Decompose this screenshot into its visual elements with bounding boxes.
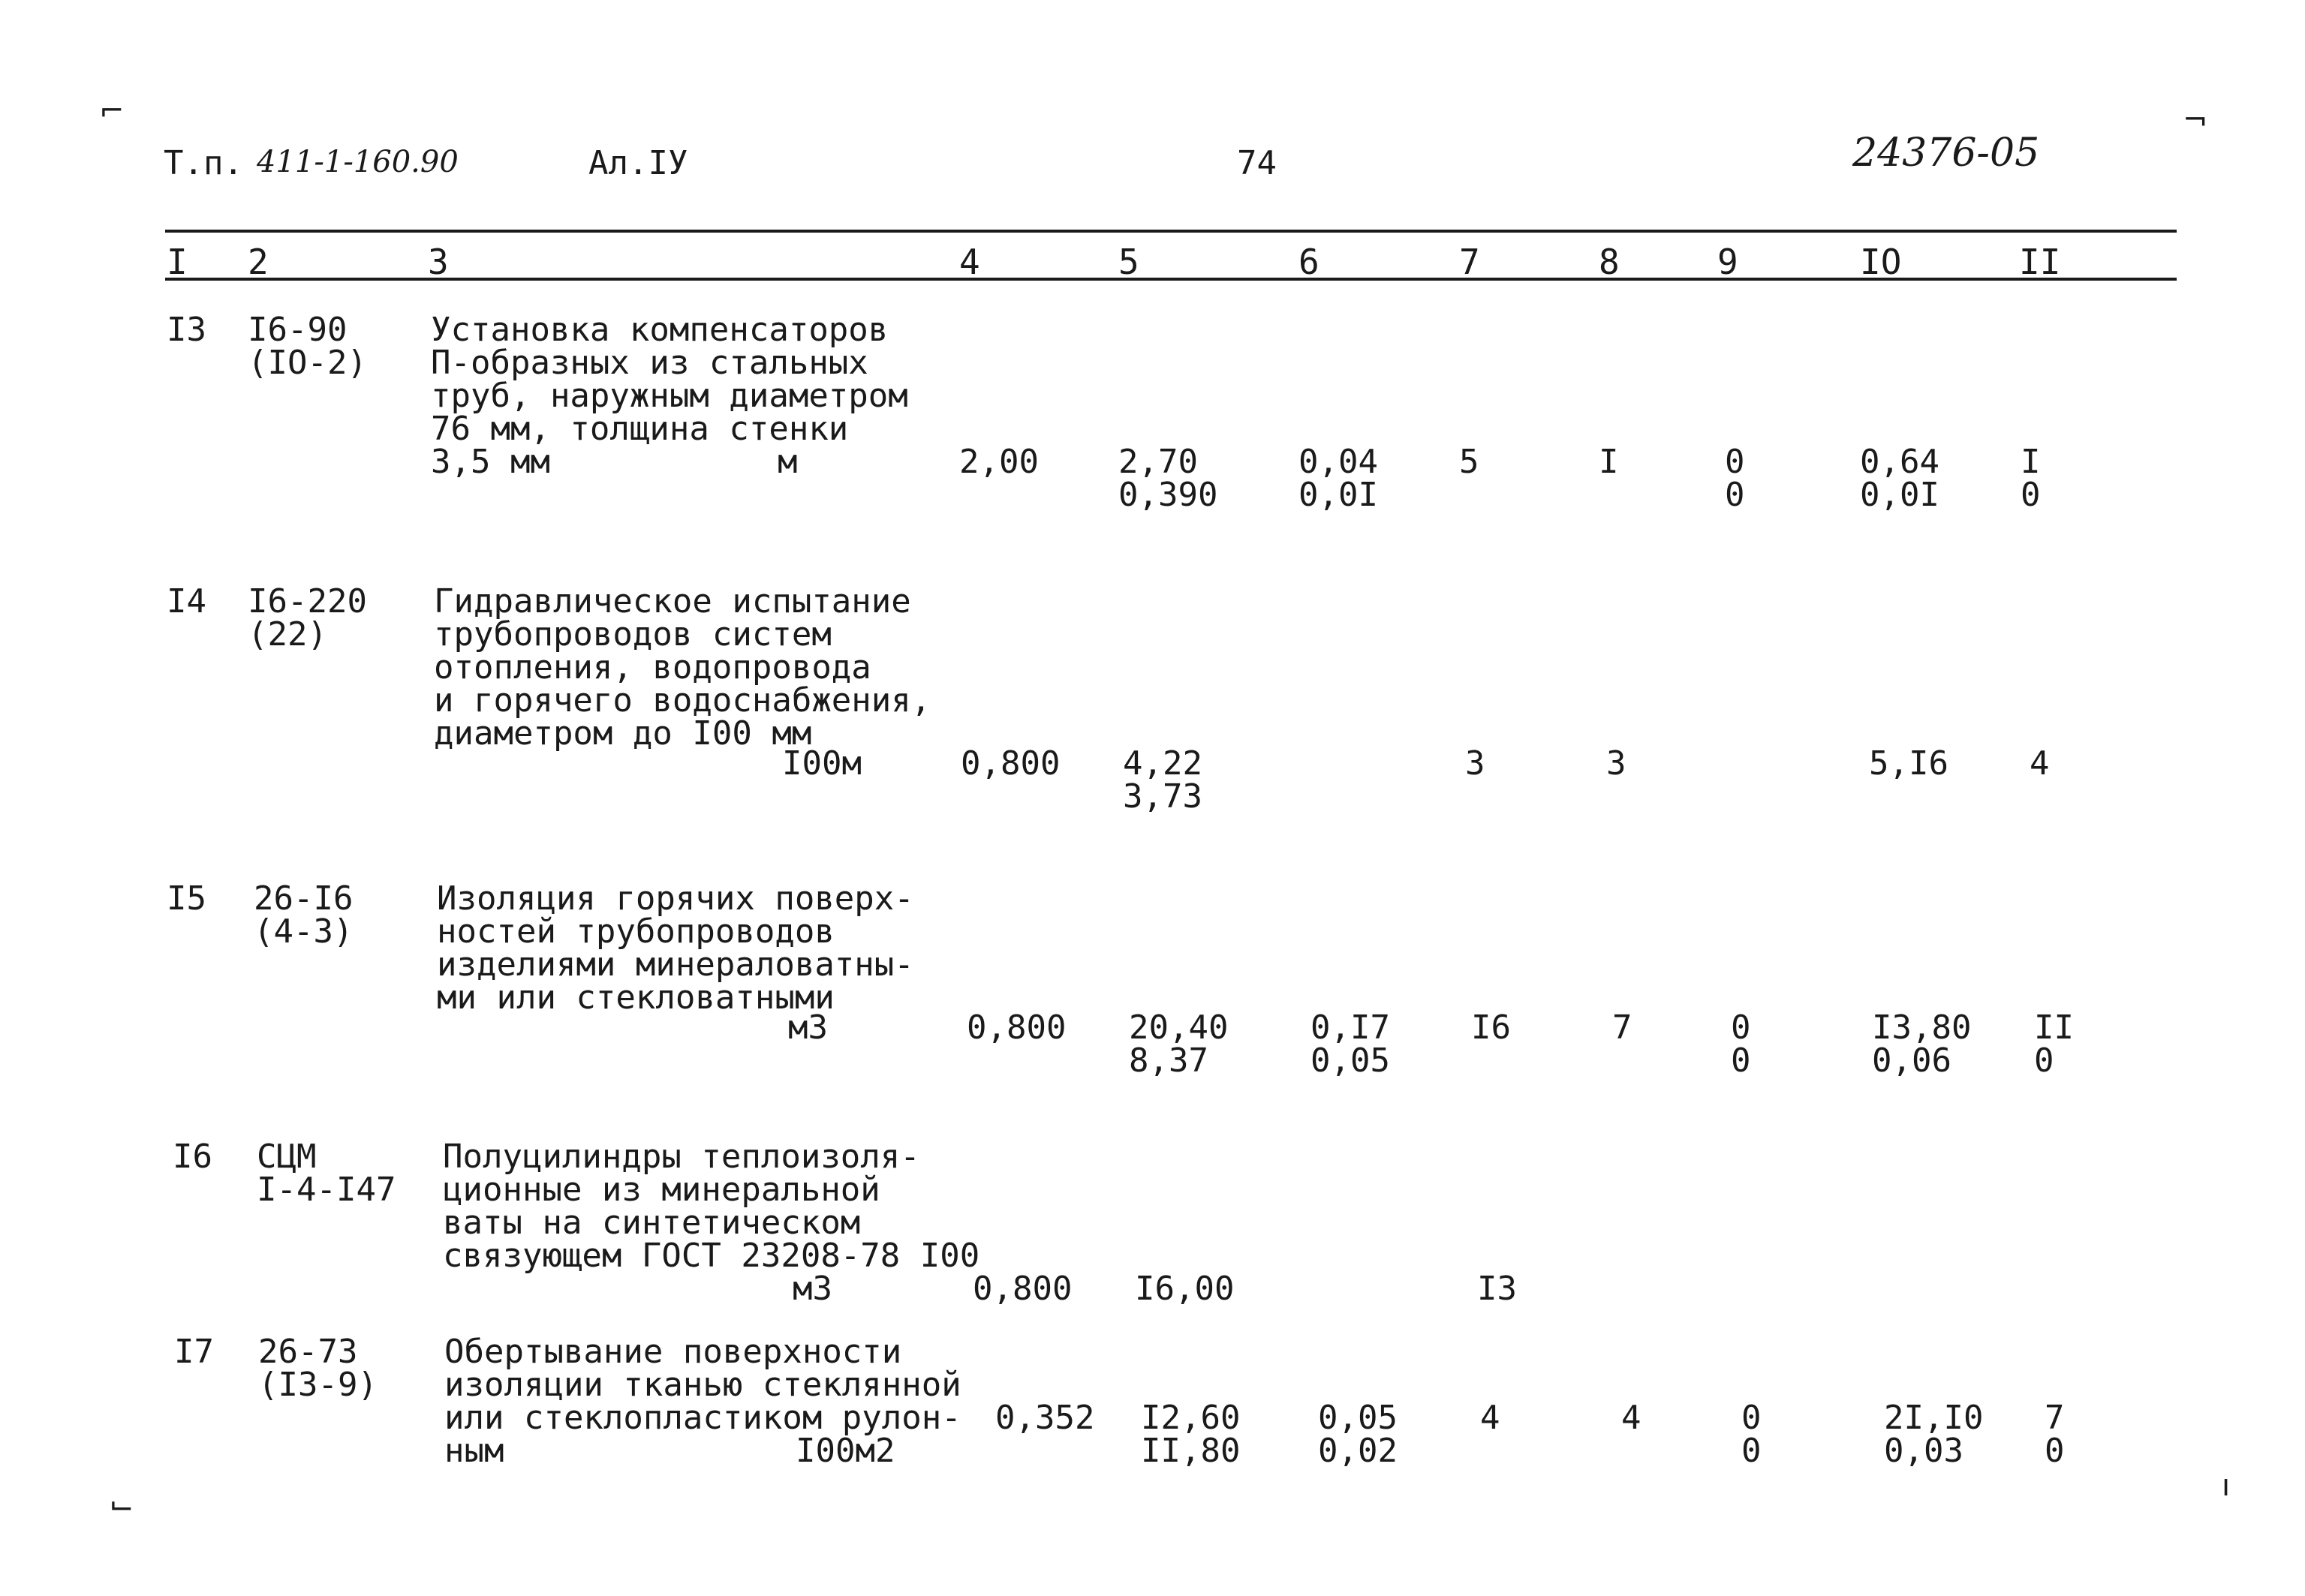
col10-value: I3,80 0,06 [1872, 1008, 1972, 1080]
corner-mark-bottom-left: ⌙ [109, 1487, 134, 1522]
col5-value: I2,60 II,80 [1141, 1399, 1241, 1470]
column-number: 4 [959, 242, 980, 282]
unit: м3 [788, 1008, 828, 1047]
unit: м3 [793, 1270, 832, 1308]
col7-value: I3 [1477, 1270, 1517, 1308]
column-number: 3 [428, 242, 449, 282]
col10-value: 2I,I0 0,03 [1884, 1399, 1984, 1470]
work-description: Установка компенсаторов П-образных из стальных труб, наружным диаметром 76 мм, толщина стенки 3,5 мм [431, 311, 908, 481]
quantity: 0,352 [995, 1399, 1095, 1437]
quantity: 0,800 [973, 1270, 1073, 1308]
col5-value: 2,70 0,390 [1118, 443, 1218, 514]
page-number: 74 [1237, 144, 1277, 182]
work-description: Изоляция горячих поверх- ностей трубопроводов изделиями минераловатны- ми или стекловатными [437, 879, 914, 1017]
doc-prefix: Т.п. [164, 144, 243, 182]
col6-value: 0,I7 0,05 [1310, 1008, 1390, 1080]
col9-value: 0 0 [1731, 1008, 1751, 1080]
col8-value: 4 [1621, 1399, 1641, 1437]
col11-value: II 0 [2034, 1008, 2074, 1080]
column-number: 8 [1599, 242, 1620, 282]
col8-value: 3 [1606, 744, 1626, 783]
col9-value: 0 0 [1725, 443, 1745, 514]
column-number: IO [1860, 242, 1902, 282]
row-number: I3 [167, 311, 206, 349]
rate-code: 26-73 (I3-9) [258, 1333, 378, 1404]
quantity: 0,800 [967, 1008, 1067, 1047]
col5-value: 4,22 3,73 [1123, 744, 1202, 816]
col11-value: I 0 [2021, 443, 2041, 514]
rate-code: I6-90 (IO-2) [248, 311, 367, 382]
column-number: 6 [1298, 242, 1320, 282]
row-number: I4 [167, 582, 206, 621]
album-label: Ал.IУ [588, 144, 688, 182]
column-number: I [167, 242, 188, 282]
rate-code: I6-220 (22) [248, 582, 367, 654]
col5-value: I6,00 [1135, 1270, 1235, 1308]
work-description: Полуцилиндры теплоизоля- ционные из минеральной ваты на синтетическом связующем ГОСТ 23208-78 I00 [443, 1138, 980, 1275]
col8-value: 7 [1612, 1008, 1632, 1047]
unit: м [778, 443, 798, 481]
work-description: Гидравлическое испытание трубопроводов систем отопления, водопровода и горячего водоснабжения, диаметром до I00 мм [434, 582, 931, 753]
doc-number: 411-1-160.90 [257, 145, 459, 179]
table-top-rule [165, 230, 2177, 233]
col8-value: I [1599, 443, 1619, 481]
corner-mark-top-right: ¬ [2183, 103, 2208, 137]
quantity: 2,00 [959, 443, 1039, 481]
corner-mark-top-left: ⌐ [99, 94, 125, 128]
rate-code: 26-I6 (4-3) [254, 879, 354, 951]
row-number: I6 [173, 1138, 212, 1176]
col10-value: 0,64 0,0I [1860, 443, 1939, 514]
col10-value: 5,I6 [1869, 744, 1948, 783]
col5-value: 20,40 8,37 [1129, 1008, 1229, 1080]
column-number: 2 [248, 242, 269, 282]
unit: I00м [782, 744, 862, 783]
col6-value: 0,04 0,0I [1298, 443, 1378, 514]
col7-value: I6 [1471, 1008, 1511, 1047]
col7-value: 3 [1465, 744, 1485, 783]
row-number: I5 [167, 879, 206, 918]
col7-value: 4 [1480, 1399, 1500, 1437]
col6-value: 0,05 0,02 [1318, 1399, 1398, 1470]
corner-mark-bottom-right: ı [2222, 1468, 2231, 1503]
column-number: 5 [1118, 242, 1139, 282]
row-number: I7 [174, 1333, 214, 1371]
col7-value: 5 [1459, 443, 1479, 481]
work-description: Обертывание поверхности изоляции тканью стеклянной или стеклопластиком рулон- ным [444, 1333, 961, 1470]
stamp-number: 24376-05 [1852, 131, 2040, 176]
col11-value: 4 [2030, 744, 2050, 783]
col11-value: 7 0 [2045, 1399, 2065, 1470]
quantity: 0,800 [961, 744, 1061, 783]
rate-code: СЦМ I-4-I47 [257, 1138, 396, 1209]
column-number: 9 [1717, 242, 1738, 282]
column-number: 7 [1459, 242, 1480, 282]
unit: I00м2 [796, 1432, 895, 1470]
col9-value: 0 0 [1741, 1399, 1762, 1470]
column-number: II [2019, 242, 2061, 282]
